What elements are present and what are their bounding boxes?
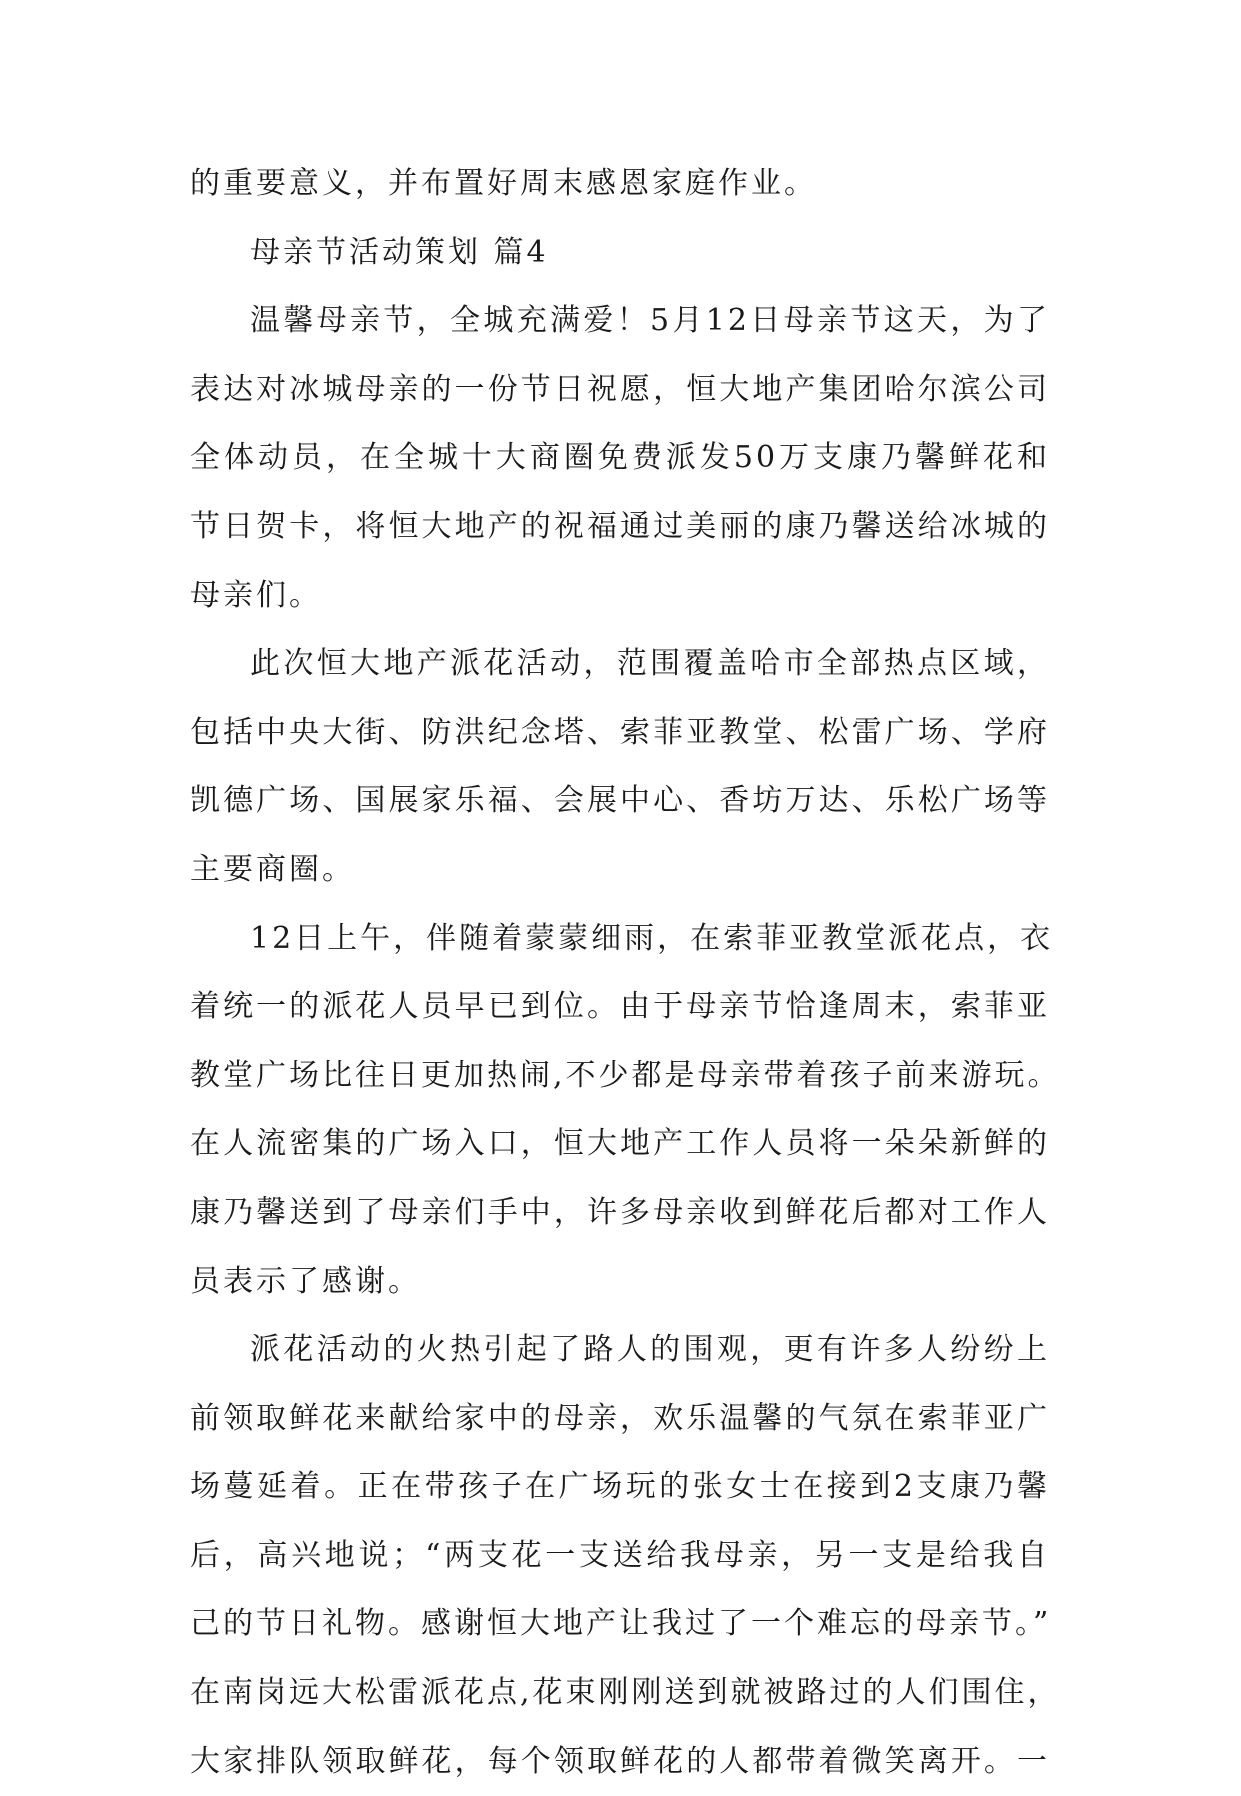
text-line: 在南岗远大松雷派花点,花束刚刚送到就被路过的人们围住， [190, 1675, 1061, 1711]
document-body [190, 150, 1061, 1796]
text-line: 节日贺卡，将恒大地产的祝福通过美丽的康乃馨送给冰城的 [190, 508, 1050, 544]
text-line: 12日上午，伴随着蒙蒙细雨，在索菲亚教堂派花点，衣 [250, 920, 1054, 956]
text-line: 温馨母亲节，全城充满爱！5月12日母亲节这天，为了 [250, 303, 1050, 339]
section-heading: 母亲节活动策划 篇4 [250, 234, 549, 270]
text-line: 着统一的派花人员早已到位。由于母亲节恰逢周末，索菲亚 [190, 989, 1050, 1025]
text-line: 后，高兴地说；“两支花一支送给我母亲，另一支是给我自 [190, 1537, 1050, 1573]
text-line: 派花活动的火热引起了路人的围观，更有许多人纷纷上 [250, 1332, 1050, 1368]
text-line: 此次恒大地产派花活动，范围覆盖哈市全部热点区域， [250, 646, 1050, 682]
text-line: 大家排队领取鲜花，每个领取鲜花的人都带着微笑离开。一 [190, 1743, 1050, 1779]
text-line: 在人流密集的广场入口，恒大地产工作人员将一朵朵新鲜的 [190, 1126, 1050, 1162]
text-line: 员表示了感谢。 [190, 1263, 421, 1299]
text-line: 场蔓延着。正在带孩子在广场玩的张女士在接到2支康乃馨 [190, 1469, 1050, 1505]
text-line: 凯德广场、国展家乐福、会展中心、香坊万达、乐松广场等 [190, 783, 1050, 819]
text-line: 表达对冰城母亲的一份节日祝愿，恒大地产集团哈尔滨公司 [190, 371, 1050, 407]
text-line: 母亲们。 [190, 577, 322, 613]
text-line: 包括中央大街、防洪纪念塔、索菲亚教堂、松雷广场、学府 [190, 714, 1050, 750]
text-line: 前领取鲜花来献给家中的母亲，欢乐温馨的气氛在索菲亚广 [190, 1400, 1050, 1436]
text-line: 康乃馨送到了母亲们手中，许多母亲收到鲜花后都对工作人 [190, 1194, 1050, 1230]
text-line: 主要商圈。 [190, 851, 355, 887]
text-line: 的重要意义，并布置好周末感恩家庭作业。 [190, 166, 817, 201]
text-line: 己的节日礼物。感谢恒大地产让我过了一个难忘的母亲节。” [190, 1606, 1052, 1642]
text-line: 教堂广场比往日更加热闹,不少都是母亲带着孩子前来游玩。 [190, 1057, 1061, 1093]
text-line: 全体动员，在全城十大商圈免费派发50万支康乃馨鲜花和 [190, 440, 1050, 476]
